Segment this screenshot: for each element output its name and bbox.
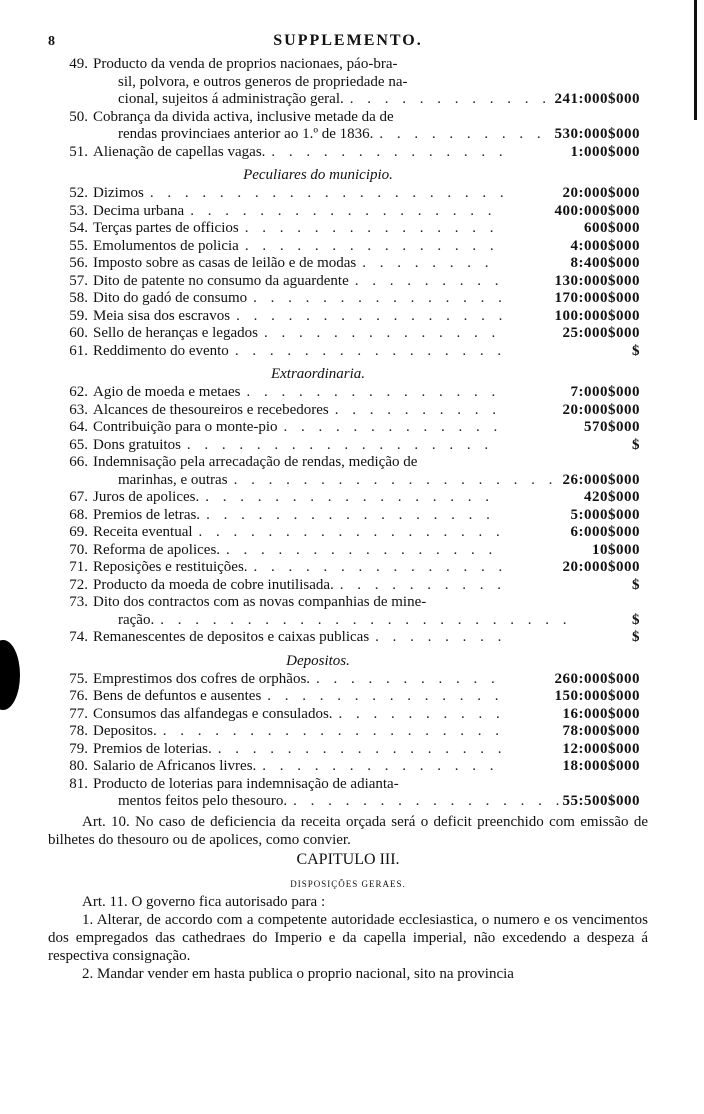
table-row [48,758,648,776]
dot-leader [333,706,503,724]
dot-leader [256,758,503,776]
entry-description: Salario de Africanos livres. [93,758,257,774]
entry-text [48,255,503,273]
entry-description: ração. [118,611,155,628]
dot-leader [334,577,503,595]
entry-number: 76. [69,688,88,704]
entry-text [48,437,503,455]
entry-number: 81. [69,775,88,792]
entry-text [48,454,503,472]
entry-number: 53. [69,202,88,219]
entry-value: 5:000$000 [570,506,640,523]
entry-number: 51. [69,143,88,160]
entry-text [48,238,503,256]
entry-number: 52. [69,185,88,201]
entry-number: 55. [69,237,88,254]
entry-value: 170:000$000 [554,290,640,306]
entry-number: 68. [69,506,88,523]
dot-leader [373,126,554,144]
entry-text [48,706,503,724]
entry-number: 75. [69,670,88,687]
table-row [48,723,648,741]
table-row [48,437,648,455]
entry-text [48,290,503,308]
entry-value: 6:000$000 [570,524,640,540]
dot-leader [349,273,503,291]
scan-edge-line [694,0,697,120]
entry-number: 69. [69,524,88,540]
entry-description: Reddimento do evento [93,342,229,359]
entry-number: 80. [69,758,88,774]
entry-text [48,758,503,776]
entry-number: 63. [69,401,88,418]
dot-leader [287,793,562,811]
entry-text [48,577,503,595]
entry-text [48,559,503,577]
entry-text [48,185,503,203]
entry-number: 67. [69,489,88,505]
entry-value: 20:000$000 [562,401,640,418]
dot-leader [212,741,503,759]
entry-text [48,594,503,612]
entry-value: 55:500$000 [562,793,640,809]
entry-number: 71. [69,559,88,575]
entry-value: 78:000$000 [562,723,640,739]
entry-description: mentos feitos pelo thesouro. [118,793,288,809]
dot-leader [240,384,503,402]
entry-value: 400:000$000 [554,202,640,219]
entry-text [48,203,503,221]
entry-description: Reforma de apolices. [93,541,221,558]
entry-number: 50. [69,108,88,125]
entry-text [48,472,563,490]
entry-description: sil, polvora, e outros generos de propriedade na- [118,73,408,90]
entry-description: Producto de loterias para indemnisação de adianta- [93,775,399,792]
entry-number: 54. [69,220,88,236]
entry-value: 570$000 [584,419,640,435]
entry-number: 66. [69,454,88,470]
entry-number: 49. [69,56,88,72]
entry-description: Juros de apolices. [93,489,200,505]
entry-description: cional, sujeitos á administração geral. [118,91,344,107]
dot-leader [239,238,503,256]
entry-text [48,109,503,127]
table-row [48,741,648,759]
table-row [48,454,648,472]
entry-number: 72. [69,576,88,593]
entry-description: Producto da venda de proprios nacionaes, páo-bra- [93,56,398,72]
entry-description: Premios de loterias. [93,740,212,757]
table-row [48,185,648,203]
entry-number: 78. [69,723,88,739]
entry-value: 130:000$000 [554,272,640,289]
article-10: Art. 10. No caso de deficiencia da receita orçada será o deficit preenchido com emissão de bilhetes do thesouro ou de apolices, como convier. [48,813,648,848]
entry-value: 420$000 [584,489,640,505]
dot-leader [369,629,503,647]
section-heading: Peculiares do municipio. [243,167,393,183]
entry-number: 64. [69,419,88,435]
entry-text [48,220,503,238]
entry-text [48,325,503,343]
dot-leader [193,524,503,542]
table-row [48,419,648,437]
entry-text [48,308,503,326]
table-row [48,91,648,109]
entry-value: 100:000$000 [554,307,640,324]
table-row [48,542,648,560]
entry-value: 260:000$000 [554,670,640,687]
table-row [48,74,648,92]
table-row [48,559,648,577]
entry-value [503,776,648,794]
table-row [48,290,648,308]
entry-text [48,91,555,109]
table-row [48,56,648,74]
entry-value [503,454,648,472]
entry-description: Emprestimos dos cofres de orphãos. [93,670,311,687]
entry-text [48,56,503,74]
entry-text [48,542,503,560]
entry-value: 7:000$000 [570,384,640,400]
entry-number: 56. [69,255,88,271]
page-number: 8 [48,34,55,49]
dot-leader [329,402,503,420]
table-row [48,507,648,525]
entry-number: 73. [69,594,88,610]
entry-text [48,524,503,542]
dot-leader [154,612,573,630]
entry-description: Indemnisação pela arrecadação de rendas, medição de [93,454,418,470]
dot-leader [200,507,503,525]
entry-value: 26:000$000 [562,471,640,488]
table-row [48,671,648,689]
entry-text [48,402,503,420]
article-11-item-1: 1. Alterar, de accordo com a competente autoridade ecclesiastica, o numero e os vencimentos dos empregados das cathedraes do Imperio e da capella imperial, não excedendo a despeza á respectiva consignação. [48,911,648,964]
table-row [48,524,648,542]
table-row [48,308,648,326]
dot-leader [144,185,503,203]
entry-text [48,273,503,291]
entry-description: Dizimos [93,185,144,201]
entry-value [573,74,648,92]
dot-leader [278,419,503,437]
dot-leader [184,203,503,221]
entry-description: rendas provinciaes anterior ao 1.º de 1836. [118,126,374,142]
entry-number: 77. [69,705,88,722]
entry-value: 16:000$000 [562,705,640,722]
entry-description: Dito do gadó de consumo [93,290,248,306]
entry-value: 10$000 [592,541,640,558]
entry-text [48,507,503,525]
table-row [48,109,648,127]
entry-description: Bens de defuntos e ausentes [93,688,262,704]
entry-value: 241:000$000 [554,91,640,107]
entry-description: marinhas, e outras [118,471,228,488]
article-11-item-2: 2. Mandar vender em hasta publica o proprio nacional, sito na provincia [82,965,514,982]
dot-leader [229,343,503,361]
entry-number: 61. [69,342,88,359]
table-row [48,489,648,507]
table-row [48,594,648,612]
entry-description: Alienação de capellas vagas. [93,143,266,160]
dot-leader [265,144,503,162]
table-row [48,402,648,420]
entry-description: Producto da moeda de cobre inutilisada. [93,576,334,593]
entry-text [48,144,503,162]
table-row [48,144,648,162]
article-11: Art. 11. O governo fica autorisado para : [82,893,326,910]
entry-description: Agio de moeda e metaes [93,384,241,400]
entry-text [48,629,503,647]
table-row [48,238,648,256]
table-row [48,343,648,361]
entry-text [48,612,573,630]
table-row [48,273,648,291]
entry-value: $ [632,629,640,645]
dot-leader [239,220,503,238]
entry-text [48,671,503,689]
document-page [48,30,648,983]
entry-value: $ [632,342,640,359]
table-row [48,688,648,706]
entry-number: 58. [69,290,88,306]
entry-value: $ [632,611,640,628]
entry-description: Meia sisa dos escravos [93,307,231,324]
entry-description: Decima urbana [93,202,185,219]
entry-text [48,793,563,811]
entry-number: 57. [69,272,88,289]
entry-text [48,688,503,706]
entry-description: Alcances de thesoureiros e recebedores [93,401,329,418]
table-row [48,472,648,490]
entry-description: Reposições e restituições. [93,559,248,575]
page-header [48,30,648,56]
entry-number: 70. [69,541,88,558]
table-row [48,612,648,630]
entry-description: Dito dos contractos com as novas companhias de mine- [93,594,427,610]
entry-number: 79. [69,740,88,757]
table-row [48,220,648,238]
entry-value: 18:000$000 [562,758,640,774]
entry-value: $ [632,436,640,453]
entry-text [48,384,503,402]
entry-description: Dito de patente no consumo da aguardente [93,272,349,289]
entry-number: 59. [69,307,88,324]
entry-value: 530:000$000 [554,126,640,142]
table-row [48,325,648,343]
table-row [48,629,648,647]
table-row [48,203,648,221]
entry-description: Dons gratuitos [93,436,181,453]
entry-number: 60. [69,325,88,341]
dot-leader [181,437,503,455]
entry-description: Depositos. [93,723,157,739]
entry-value: 8:400$000 [570,255,640,271]
dot-leader [356,255,503,273]
entry-description: Consumos das alfandegas e consulados. [93,705,333,722]
dot-leader [310,671,503,689]
entry-value [503,56,648,74]
entry-description: Remanescentes de depositos e caixas publicas [93,629,370,645]
dot-leader [344,91,555,109]
table-row [48,255,648,273]
section-heading: Depositos. [286,652,350,669]
dot-leader [220,542,503,560]
dot-leader [261,688,503,706]
entry-description: Premios de letras. [93,506,201,523]
table-row [48,793,648,811]
entry-value: 600$000 [584,220,640,236]
entry-value: 12:000$000 [562,740,640,757]
table-row [48,776,648,794]
dot-leader [248,559,503,577]
table-row [48,126,648,144]
entry-description: Cobrança da divida activa, inclusive metade da de [93,108,394,125]
entry-text [48,126,555,144]
dot-leader [247,290,503,308]
entry-value: 150:000$000 [554,688,640,704]
scan-binding-hole [0,640,20,710]
dot-leader [228,472,563,490]
chapter-subtitle: DISPOSIÇÕES GERAES. [290,878,406,889]
table-row [48,577,648,595]
dot-leader [157,723,503,741]
entry-text [48,419,503,437]
entry-description: Receita eventual [93,524,193,540]
entry-text [48,74,573,92]
chapter-title: CAPITULO III. [296,850,400,868]
entry-description: Sello de heranças e legados [93,325,258,341]
dot-leader [230,308,503,326]
entry-number: 65. [69,436,88,453]
entry-description: Imposto sobre as casas de leilão e de modas [93,255,357,271]
dot-leader [199,489,503,507]
entry-text [48,343,503,361]
entry-value: 20:000$000 [562,559,640,575]
entry-text [48,776,503,794]
revenue-list [48,56,648,811]
entry-description: Emolumentos de policia [93,237,239,254]
entry-value: 20:000$000 [562,185,640,201]
table-row [48,384,648,402]
entry-number: 62. [69,384,88,400]
entry-description: Terças partes de officios [93,220,239,236]
entry-value: 25:000$000 [562,325,640,341]
entry-value [503,109,648,127]
entry-value: $ [632,576,640,593]
page-title: SUPPLEMENTO. [273,32,423,49]
dot-leader [258,325,503,343]
entry-number: 74. [69,629,88,645]
table-row [48,706,648,724]
entry-description: Contribuição para o monte-pio [93,419,278,435]
entry-text [48,741,503,759]
entry-value [503,594,648,612]
entry-text [48,489,503,507]
entry-value: 1:000$000 [570,143,640,160]
entry-text [48,723,503,741]
section-heading: Extraordinaria. [270,366,366,382]
entry-value: 4:000$000 [570,237,640,254]
